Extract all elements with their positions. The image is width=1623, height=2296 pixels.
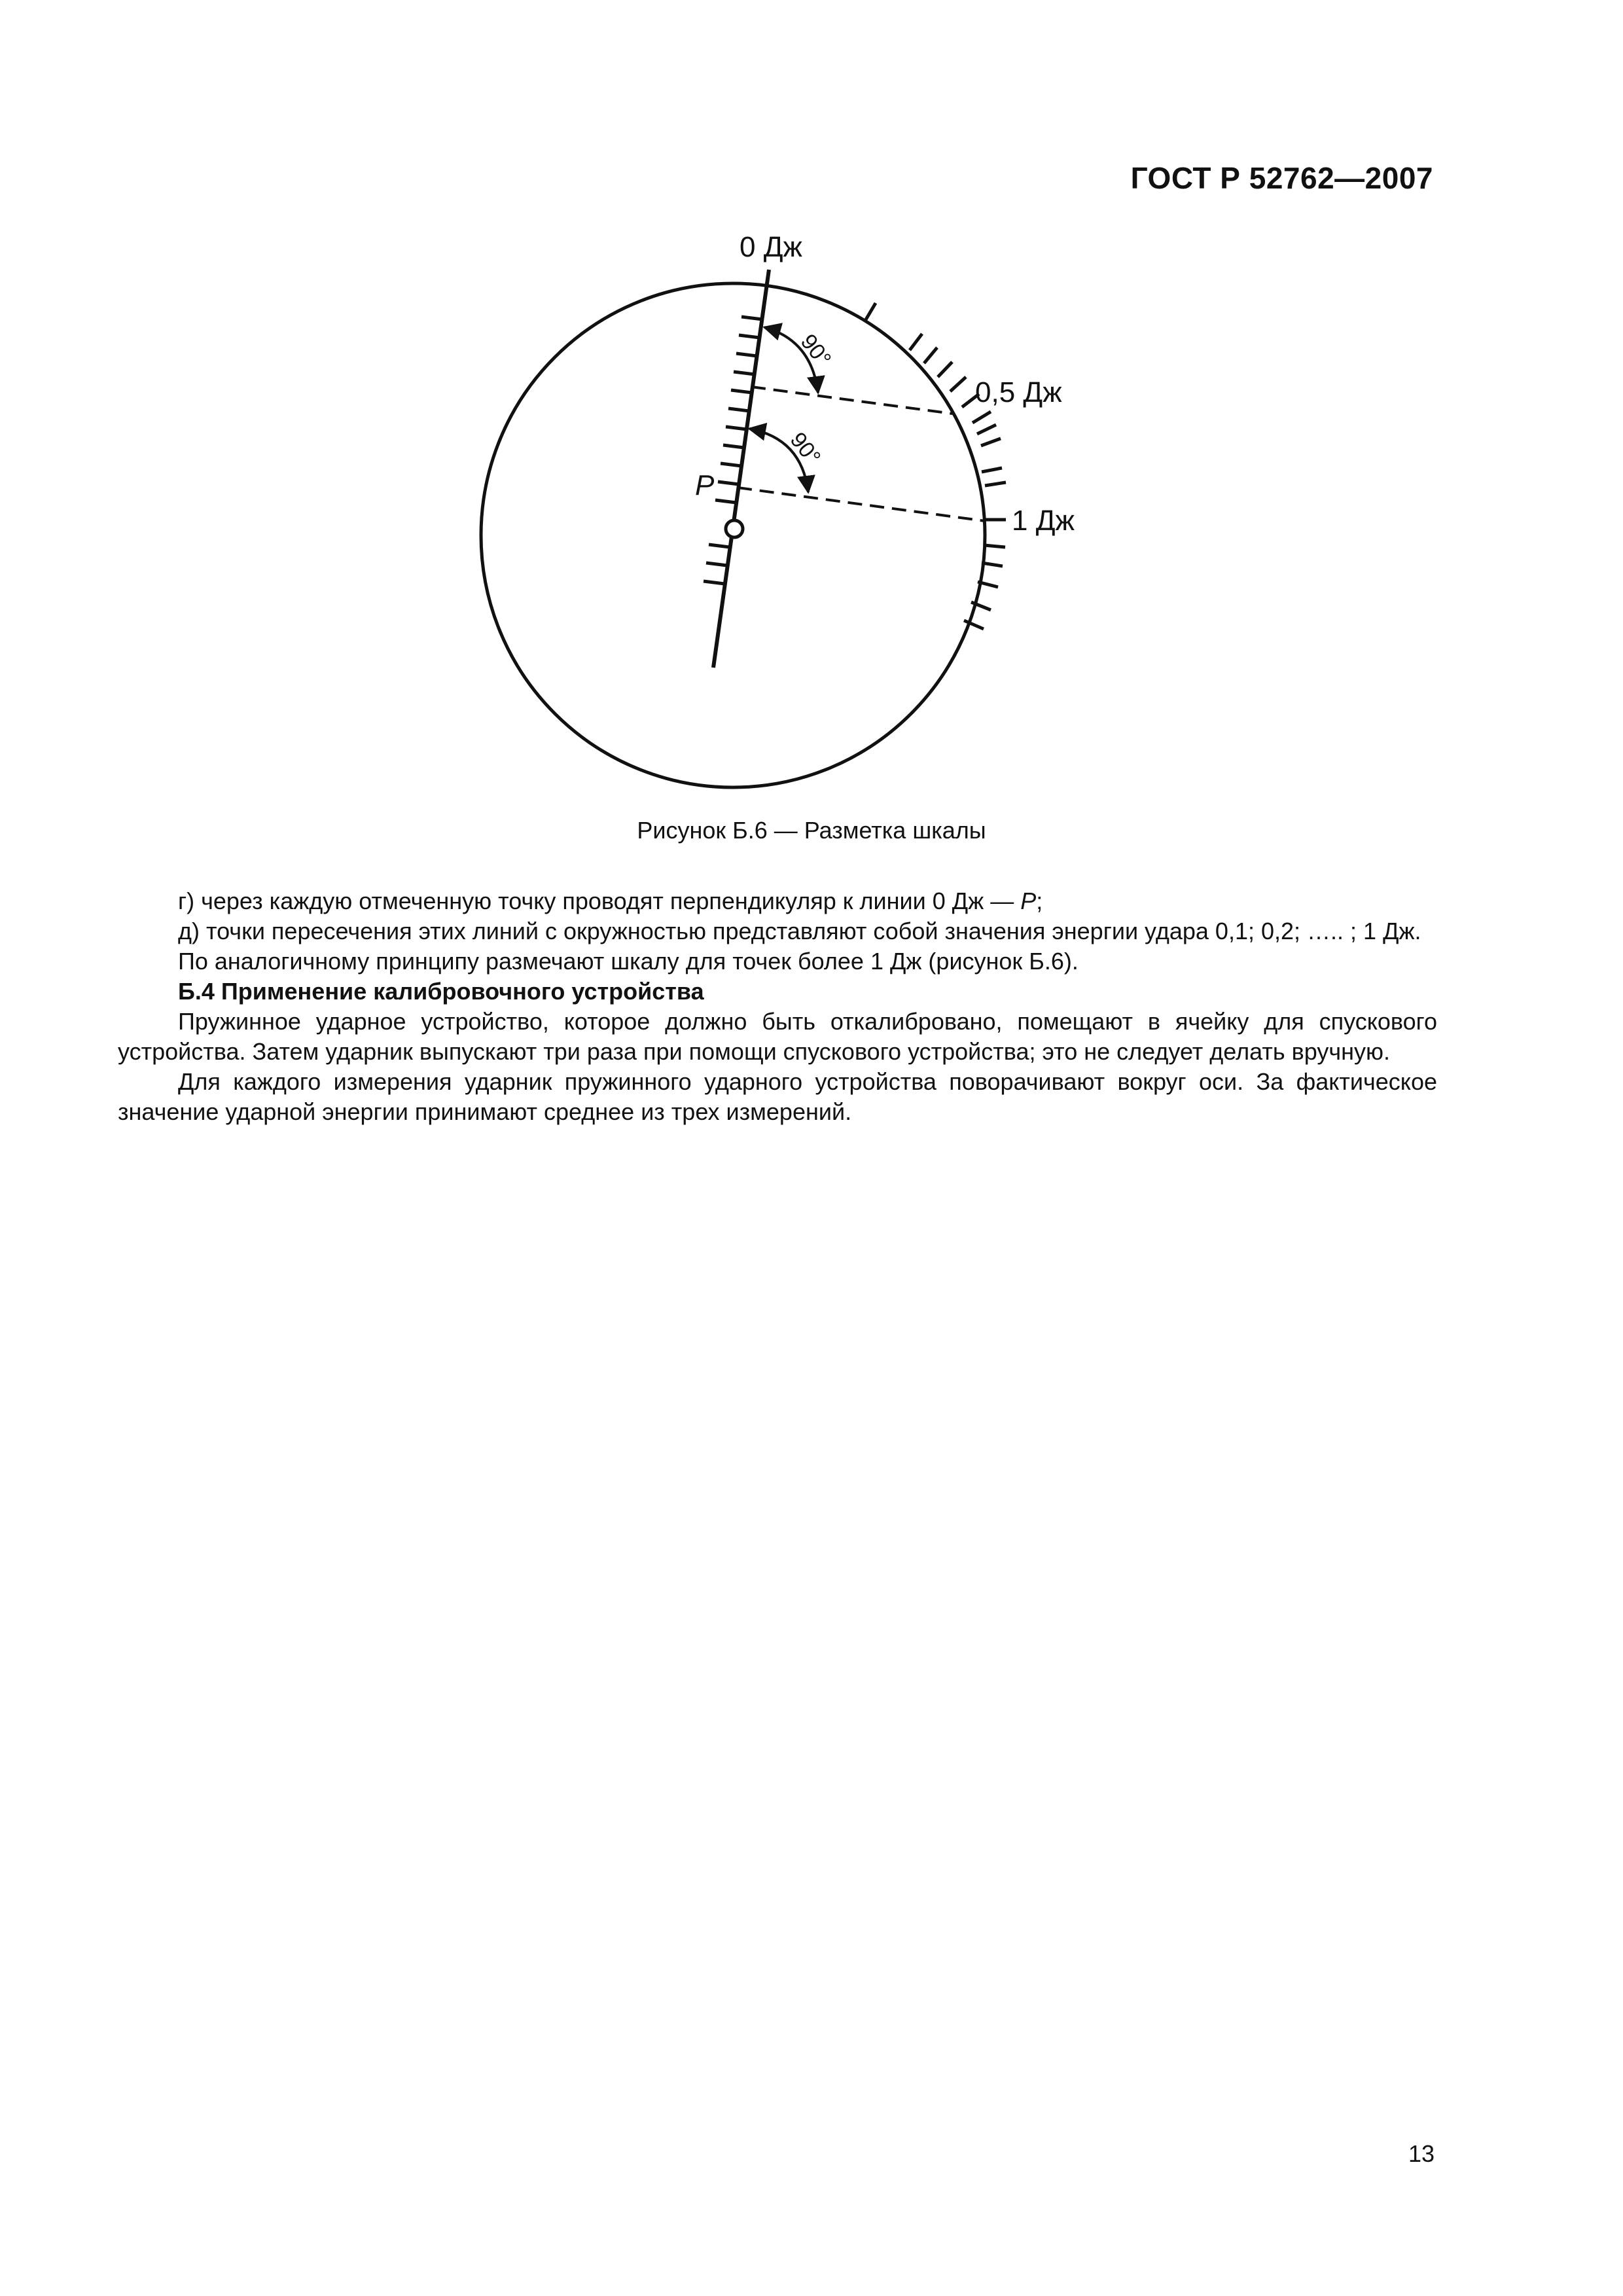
perpendicular-0-5 bbox=[751, 387, 952, 414]
paragraph-placement: Пружинное ударное устройство, которое должно быть откалибровано, помещают в ячейку для спускового устройства. Затем ударник выпускают три раза при помощи спускового устройства; это не следует делать вручную. bbox=[118, 1008, 1437, 1065]
list-item-g bbox=[118, 886, 1437, 916]
item-g-end: ; bbox=[1036, 888, 1043, 914]
label-angle-upper: 90° bbox=[795, 329, 836, 372]
radial-line-ticks bbox=[704, 317, 762, 584]
label-one-joule: 1 Дж bbox=[1012, 505, 1075, 537]
label-point-p: P bbox=[695, 469, 715, 501]
circle-rim-ticks bbox=[865, 303, 1006, 629]
item-g-text: г) через каждую отмеченную точку проводят перпендикуляр к линии 0 Дж — bbox=[178, 888, 1021, 914]
paragraph-analog: По аналогичному принципу размечают шкалу для точек более 1 Дж (рисунок Б.6). bbox=[178, 948, 1079, 975]
label-zero-joule: 0 Дж bbox=[740, 231, 802, 263]
scale-marking-figure bbox=[0, 0, 1623, 818]
label-half-joule: 0,5 Дж bbox=[975, 376, 1062, 408]
paragraph-measurement: Для каждого измерения ударник пружинного ударного устройства поворачивают вокруг оси. За фактическое значение ударной энергии принимают среднее из трех измерений. bbox=[118, 1068, 1437, 1125]
section-heading: Б.4 Применение калибровочного устройства bbox=[178, 978, 704, 1005]
perpendicular-1 bbox=[738, 488, 985, 521]
document-body bbox=[118, 886, 1437, 1127]
page-number: 13 bbox=[1408, 2140, 1435, 2167]
pivot-point bbox=[726, 520, 743, 537]
scale-diagram bbox=[0, 0, 1623, 818]
figure-caption: Рисунок Б.6 — Разметка шкалы bbox=[637, 817, 986, 844]
document-code: ГОСТ Р 52762—2007 bbox=[1130, 161, 1433, 195]
item-g-point: P bbox=[1020, 888, 1037, 914]
label-angle-lower: 90° bbox=[785, 427, 826, 470]
radial-line bbox=[713, 270, 769, 668]
list-item-d: д) точки пересечения этих линий с окружностью представляют собой значения энергии удара 0,1; 0,2; ….. ; 1 Дж. bbox=[178, 918, 1421, 944]
